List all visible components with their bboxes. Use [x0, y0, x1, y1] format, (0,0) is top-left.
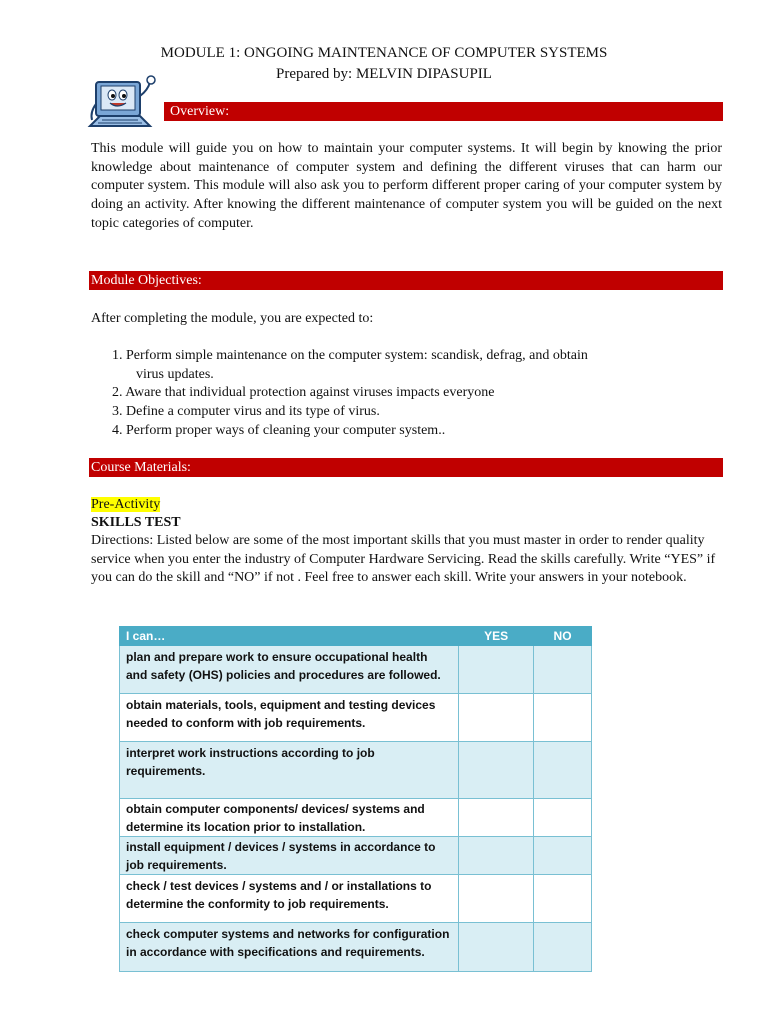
skill-cell: plan and prepare work to ensure occupational health and safety (OHS) policies and procedures are followed.: [120, 646, 459, 694]
objective-item: 3. Define a computer virus and its type of virus.: [112, 404, 380, 419]
module-title: MODULE 1: ONGOING MAINTENANCE OF COMPUTER SYSTEMS: [160, 45, 608, 61]
prepared-by: Prepared by: MELVIN DIPASUPIL: [276, 66, 492, 82]
column-header-i-can: I can…: [120, 627, 459, 646]
skill-cell: obtain materials, tools, equipment and testing devices needed to conform with job requirements.: [120, 694, 459, 742]
laptop-mascot-icon: [86, 74, 166, 140]
yes-answer-cell[interactable]: [459, 875, 534, 923]
objective-item: 1. Perform simple maintenance on the computer system: scandisk, defrag, and obtain: [112, 348, 588, 363]
yes-answer-cell[interactable]: [459, 799, 534, 837]
overview-text: This module will guide you on how to maintain your computer systems. It will begin by knowing the prior knowledge about maintenance of computer system and defining the different viruses that can harm our computer system. This module will also ask you to perform different proper caring of your computer system by doing an activity. After knowing the different maintenance of computer system you will be guided on the next topic categories of computer.: [91, 141, 722, 231]
table-row: [120, 646, 592, 694]
no-answer-cell[interactable]: [534, 742, 592, 799]
no-answer-cell[interactable]: [534, 694, 592, 742]
skill-cell: obtain computer components/ devices/ systems and determine its location prior to installation.: [120, 799, 459, 837]
table-row: [120, 923, 592, 972]
table-header-row: [120, 627, 592, 646]
objective-item-continued: virus updates.: [136, 367, 214, 382]
course-materials-heading: Course Materials:: [89, 458, 723, 477]
no-answer-cell[interactable]: [534, 837, 592, 875]
skill-cell: check computer systems and networks for configuration in accordance with specifications and requirements.: [120, 923, 459, 972]
column-header-no: NO: [534, 627, 592, 646]
skill-cell: install equipment / devices / systems in accordance to job requirements.: [120, 837, 459, 875]
yes-answer-cell[interactable]: [459, 837, 534, 875]
no-answer-cell[interactable]: [534, 923, 592, 972]
no-answer-cell[interactable]: [534, 875, 592, 923]
no-answer-cell[interactable]: [534, 646, 592, 694]
no-answer-cell[interactable]: [534, 799, 592, 837]
column-header-yes: YES: [459, 627, 534, 646]
skills-table: [119, 626, 592, 972]
yes-answer-cell[interactable]: [459, 646, 534, 694]
yes-answer-cell[interactable]: [459, 923, 534, 972]
objective-item: 4. Perform proper ways of cleaning your computer system..: [112, 423, 446, 438]
directions-text: Directions: Listed below are some of the most important skills that you must master in order to render quality service when you enter the industry of Computer Hardware Servicing. Read the skills carefully. Write “YES” if you can do the skill and “NO” if not . Feel free to answer each skill. Write your answers in your notebook.: [91, 533, 716, 586]
objectives-intro: After completing the module, you are expected to:: [91, 311, 374, 326]
table-row: [120, 742, 592, 799]
yes-answer-cell[interactable]: [459, 742, 534, 799]
skill-cell: check / test devices / systems and / or installations to determine the conformity to job requirements.: [120, 875, 459, 923]
skills-test-heading: SKILLS TEST: [91, 515, 181, 530]
skill-cell: interpret work instructions according to job requirements.: [120, 742, 459, 799]
overview-heading: Overview:: [164, 102, 723, 121]
table-row: [120, 694, 592, 742]
table-row: [120, 799, 592, 837]
table-row: [120, 837, 592, 875]
objective-item: 2. Aware that individual protection against viruses impacts everyone: [112, 385, 495, 400]
yes-answer-cell[interactable]: [459, 694, 534, 742]
table-row: [120, 875, 592, 923]
objectives-heading: Module Objectives:: [89, 271, 723, 290]
pre-activity-label: Pre-Activity: [91, 497, 161, 512]
